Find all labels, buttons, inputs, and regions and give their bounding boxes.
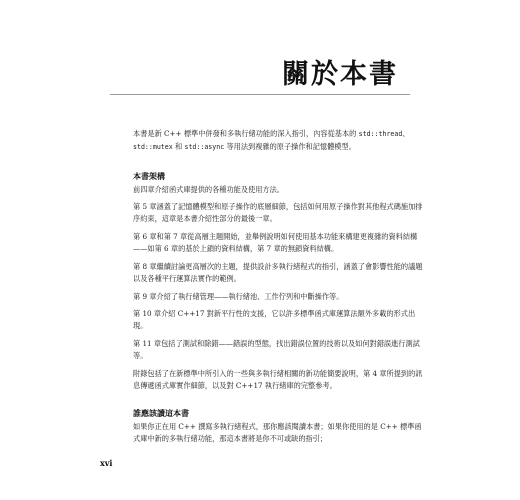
structure-paragraph-1: 前四章介紹函式庫提供的各種功能及使用方法。 [133,185,284,194]
intro-paragraph [133,128,423,153]
structure-paragraph-5: 第 9 章介紹了執行緒管理——執行緒池、工作佇列和中斷操作等。 [133,292,344,301]
section-heading-audience: 誰應該讀這本書 [133,409,189,418]
page-title: 關於本書 [282,59,398,90]
code-async: std::async [184,142,225,151]
structure-paragraph-2: 第 5 章涵蓋了記憶體模型和原子操作的底層細節，包括如何用原子操作對其他程式碼施加排序約束，這章是本書介紹性部分的最後一章。 [133,202,423,223]
code-mutex: std::mutex [133,142,173,151]
structure-paragraph-7: 第 11 章包括了測試和除錯——錯誤的型態，找出錯誤位置的技術以及如何對錯誤進行測試等。 [133,339,420,360]
structure-paragraph-8: 附錄包括了在新標準中所引入的一些與多執行緒相關的新功能簡要說明，第 4 章所提到的訊息傳遞函式庫實作細節，以及對 C++17 執行緒庫的完整參考。 [133,369,423,390]
intro-and: 和 [172,141,185,151]
intro-text-end: 等用法到複雜的原子操作和記憶體模型。 [224,141,356,151]
audience-paragraph-1: 如果你正在用 C++ 撰寫多執行緒程式，那你應該閱讀本書；如果你使用的是 C++ 標準函式庫中新的多執行緒功能，那這本書將是你不可或缺的指引； [133,422,422,443]
structure-paragraph-4: 第 8 章繼續討論更高層次的主題，提供設計多執行緒程式的指引，涵蓋了會影響性能的議題以及各種平行運算法實作的範例。 [133,262,423,283]
title-divider [110,94,410,95]
code-thread: std::thread [358,130,403,138]
page-number: xvi [100,458,113,468]
intro-text: 本書是新 C++ 標準中併發和多執行緒功能的深入指引，內容從基本的 [133,129,357,138]
intro-separator: 、 [402,129,410,138]
section-heading-structure: 本書架構 [133,172,165,181]
structure-paragraph-3: 第 6 章和第 7 章從高層主題開始，並舉例說明如何使用基本功能來構建更複雜的資料結構——如第 6 章的基於上鎖的資料結構，第 7 章的無鎖資料結構。 [133,232,418,253]
structure-paragraph-6: 第 10 章介紹 C++17 對新平行性的支援，它以許多標準函式庫運算法額外多載的形式出現。 [133,309,416,330]
